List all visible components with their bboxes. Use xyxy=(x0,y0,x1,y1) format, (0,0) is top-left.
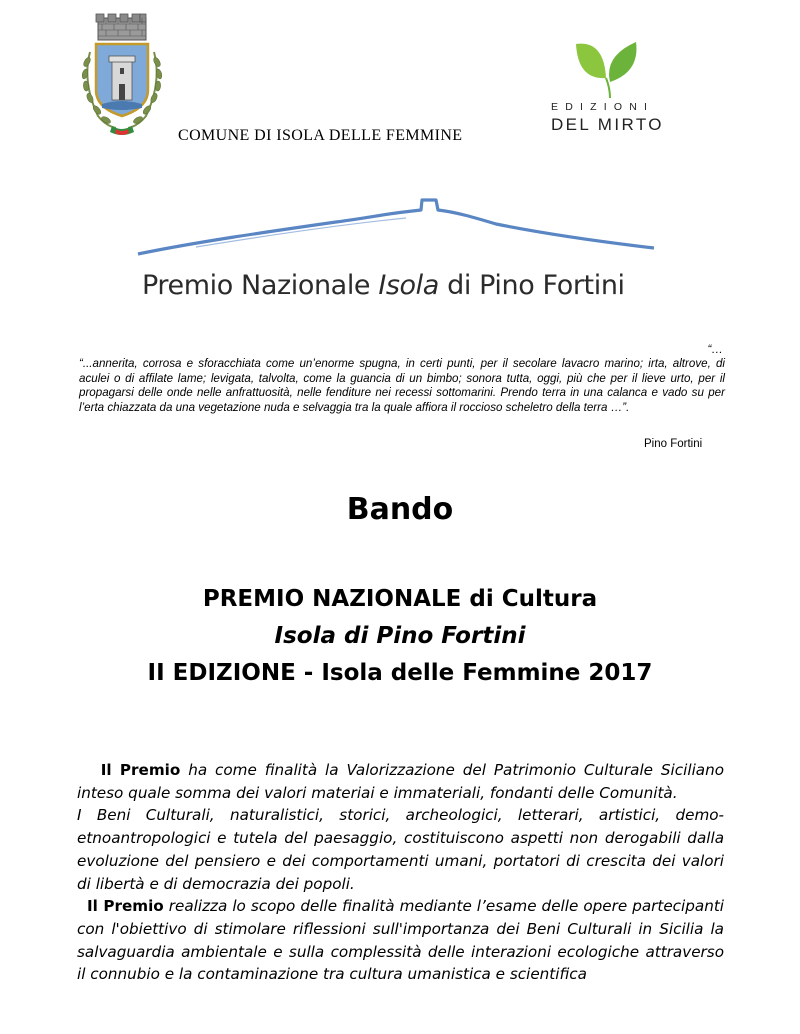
award-heading: PREMIO NAZIONALE di Cultura xyxy=(202,586,598,612)
award-subheading: Isola di Pino Fortini xyxy=(274,623,526,649)
body-paragraph xyxy=(77,759,724,804)
mirto-leaf-icon xyxy=(570,38,642,100)
body-lead: Il Premio xyxy=(87,897,164,916)
publisher-name: DEL MIRTO xyxy=(551,115,664,134)
quote-author: Pino Fortini xyxy=(644,438,703,450)
quote-open-mark: “… xyxy=(707,343,723,356)
award-logo-suffix: di Pino Fortini xyxy=(438,270,625,301)
document-title: Bando xyxy=(346,492,454,527)
body-text xyxy=(77,759,724,986)
quote-block xyxy=(79,343,725,415)
body-paragraph xyxy=(77,804,724,895)
edition-heading: II EDIZIONE - Isola delle Femmine 2017 xyxy=(147,660,653,686)
body-text-span: ha come finalità la Valorizzazione del Patrimonio Culturale Siciliano inteso quale somma dei valori materiai e immateriali, fondanti delle Comunità. xyxy=(77,761,725,802)
award-logo-text xyxy=(142,270,625,301)
crown-icon xyxy=(96,14,146,40)
ribbon-icon xyxy=(110,126,134,135)
body-text-span: naturalistici, storici, archeologici, letterari, artistici, demo-etnoantropologici e tutela del paesaggio, costituiscono aspetti non derogabili dalla evoluzione del pensiero e dei comportamenti umani, portatori di crescita dei valori di libertà e di democrazia dei popoli. xyxy=(77,806,725,893)
body-lead: Il Premio xyxy=(100,761,181,779)
body-paragraph xyxy=(77,895,724,986)
quote-text: “...annerita, corrosa e sforacchiata come un’enorme spugna, in certi punti, per il secolare lavacro marino; irta, altrove, di aculei o di affilate lame; levigata, talvolta, come la guancia di un bimbo; sonora tutta, oggi, più che per il lieve urto, per il propagarsi delle onde nelle anfrattuosità, nelle fenditure nei recessi sottomarini. Prendo terra in una calanca e vado su per l’erta chiazzata da una vegetazione nuda e selvaggia tra la quale affiora il roccioso scheletro della terra …”. xyxy=(79,357,725,414)
publisher-label: EDIZIONI xyxy=(551,101,655,113)
comune-name: COMUNE DI ISOLA DELLE FEMMINE xyxy=(178,127,463,144)
award-logo-italic: Isola xyxy=(378,270,439,301)
body-ital-span: I Beni Culturali, xyxy=(77,806,215,825)
coat-of-arms-logo xyxy=(76,12,168,142)
award-logo-prefix: Premio Nazionale xyxy=(142,270,379,301)
island-silhouette-icon xyxy=(136,192,656,262)
body-ital-span: realizza lo scopo delle finalità mediante l’esame delle opere partecipanti con l'obiettivo di stimolare riflessioni sull'importanza dei Beni Culturali in Sicilia la salvaguardia ambientale e sulla complessità delle interazioni ecologiche attraverso il connubio e la contaminazione tra cultura umanistica e scientifica xyxy=(77,897,725,984)
